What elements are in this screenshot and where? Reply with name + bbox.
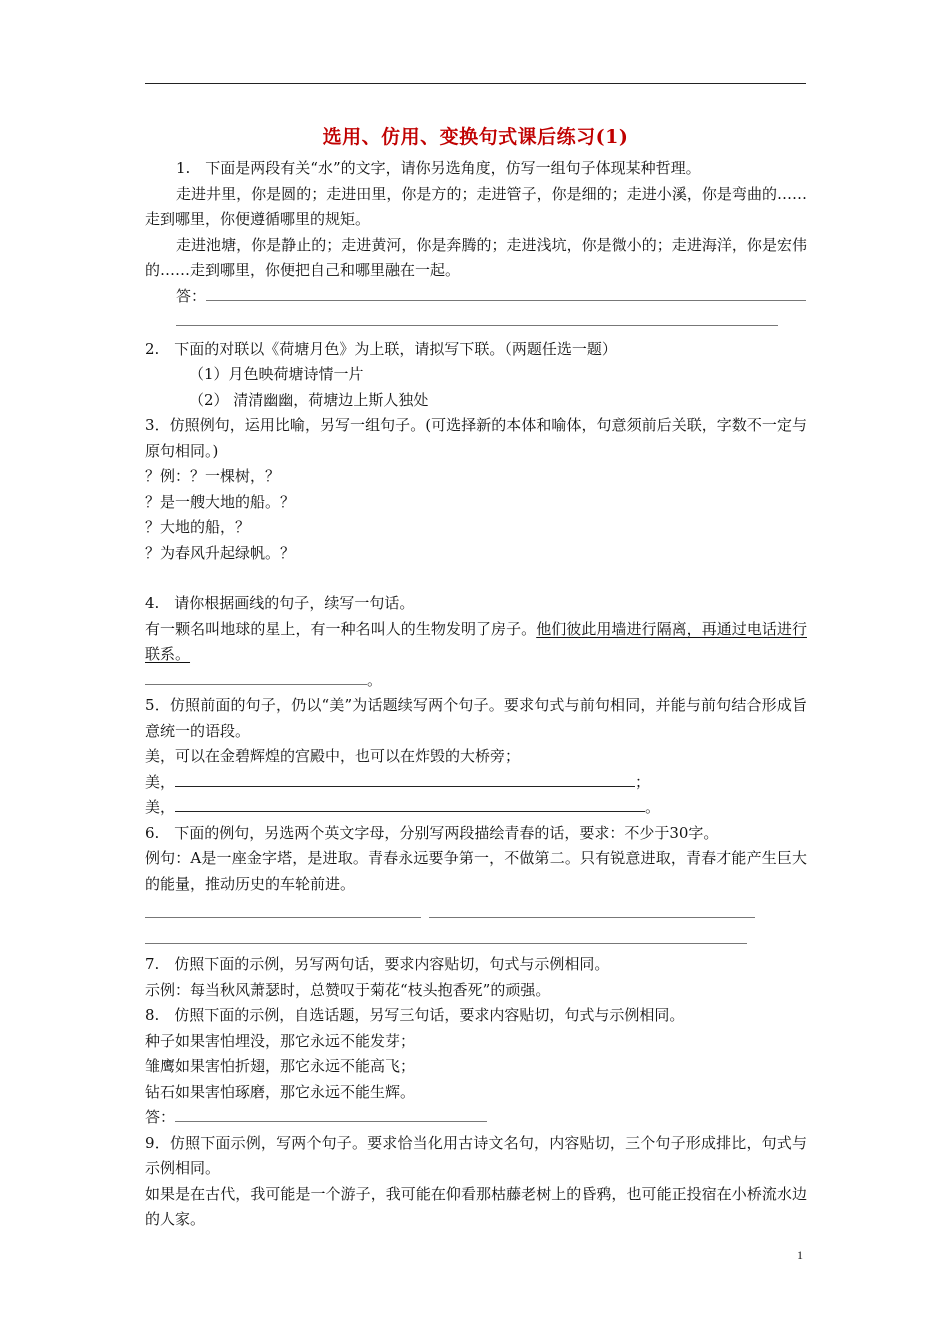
q5-mark-1: ； (635, 772, 651, 791)
q1-prompt: 1. 下面是两段有关“水”的文字，请你另选角度，仿写一组句子体现某种哲理。 (176, 159, 701, 177)
q8-line-2: 雏鹰如果害怕折翅，那它永远不能高飞； (145, 1057, 416, 1075)
q8-prompt: 8. 仿照下面的示例，自选话题，另写三句话，要求内容贴切，句式与示例相同。 (145, 1006, 685, 1024)
header-rule (145, 83, 806, 84)
exercise-body (145, 156, 807, 1233)
q1-paragraph-2: 走进池塘，你是静止的；走进黄河，你是奔腾的；走进浅坑，你是微小的；走进海洋，你是宏伟的……走到哪里，你便把自己和哪里融在一起。 (145, 235, 807, 279)
q4-end-mark: 。 (367, 670, 383, 689)
q5-prompt: 5．仿照前面的句子，仍以“美”为话题续写两个句子。要求句式与前句相同，并能与前句结合形成旨意统一的语段。 (145, 696, 807, 740)
q3-line-3: ？大地的船，？ (145, 518, 251, 536)
q2-item-2: （2） 清清幽幽，荷塘边上斯人独处 (189, 390, 429, 409)
q4-plain-text: 有一颗名叫地球的星上，有一种名叫人的生物发明了房子。 (145, 619, 537, 638)
q1-paragraph-1: 走进井里，你是圆的；走进田里，你是方的；走进管子，你是细的；走进小溪，你是弯曲的……走到哪里，你便遵循哪里的规矩。 (145, 184, 807, 228)
q8-answer-row (145, 1105, 807, 1131)
q6-answer-row-2 (145, 927, 807, 953)
q3-line-2: ？是一艘大地的船。？ (145, 492, 296, 511)
page-number: 1 (797, 1248, 803, 1262)
q8-answer-line[interactable] (175, 1107, 487, 1122)
q5-label-2: 美， (145, 798, 176, 816)
q6-answer-line-1b[interactable] (429, 903, 755, 918)
q7-example: 示例：每当秋风萧瑟时，总赞叹于菊花“枝头抱香死”的顽强。 (145, 980, 551, 999)
q6-answer-line-1a[interactable] (145, 903, 421, 918)
q1-answer-row-2 (145, 309, 807, 335)
q8-line-3: 钻石如果害怕琢磨，那它永远不能生辉。 (145, 1082, 416, 1101)
q3-prompt: 3．仿照例句，运用比喻，另写一组句子。(可选择新的本体和喻体，句意须前后关联，字数不一定与原句相同。) (145, 416, 807, 460)
q6-example: 例句：A是一座金字塔，是进取。青春永远要争第一，不做第二。只有锐意进取，青春才能产生巨大的能量，推动历史的车轮前进。 (145, 849, 807, 893)
q5-answer-line-2[interactable] (175, 797, 645, 812)
q5-mark-2: 。 (645, 798, 661, 816)
q4-answer-line[interactable] (145, 670, 367, 685)
q4-underlined-sentence: 他们彼此用墙进行隔离，再通过电话进行联系。 (145, 619, 807, 663)
page-title: 选用、仿用、变换句式课后练习(1) (322, 126, 629, 148)
q9-example: 如果是在古代，我可能是一个游子，我可能在仰看那枯藤老树上的昏鸦，也可能正投宿在小桥流水边的人家。 (145, 1184, 807, 1228)
q2-prompt: 2. 下面的对联以《荷塘月色》为上联，请拟写下联。（两题任选一题） (145, 339, 617, 358)
q6-prompt: 6. 下面的例句，另选两个英文字母，分别写两段描绘青春的话，要求：不少于30字。 (145, 823, 719, 842)
q9-prompt: 9．仿照下面示例，写两个句子。要求恰当化用古诗文名句，内容贴切，三个句子形成排比，句式与示例相同。 (145, 1133, 807, 1177)
q5-answer-row-1 (145, 770, 807, 796)
q3-line-4: ？为春风升起绿帆。？ (145, 543, 296, 562)
spacer (145, 566, 807, 591)
q1-answer-label: 答： (176, 286, 207, 305)
q4-prompt: 4. 请你根据画线的句子，续写一句话。 (145, 594, 415, 612)
q5-answer-line-1[interactable] (175, 772, 635, 787)
q4-answer-row (145, 668, 807, 694)
q1-answer-line-1[interactable] (206, 286, 806, 301)
q2-item-1: （1）月色映荷塘诗情一片 (189, 365, 364, 383)
q5-example: 美，可以在金碧辉煌的宫殿中，也可以在炸毁的大桥旁； (145, 747, 521, 765)
q5-label-1: 美， (145, 772, 176, 791)
q1-answer-line-2[interactable] (176, 311, 778, 326)
q1-answer-row (145, 284, 807, 310)
q6-answer-row-1 (145, 901, 807, 927)
q3-line-1: ？例：？一棵树，？ (145, 467, 281, 485)
q7-prompt: 7. 仿照下面的示例，另写两句话，要求内容贴切，句式与示例相同。 (145, 955, 610, 973)
q8-line-1: 种子如果害怕埋没，那它永远不能发芽； (145, 1031, 416, 1050)
q4-text (145, 617, 807, 668)
q8-answer-label: 答： (145, 1108, 176, 1126)
q5-answer-row-2 (145, 795, 807, 821)
q6-answer-line-2[interactable] (145, 929, 747, 944)
